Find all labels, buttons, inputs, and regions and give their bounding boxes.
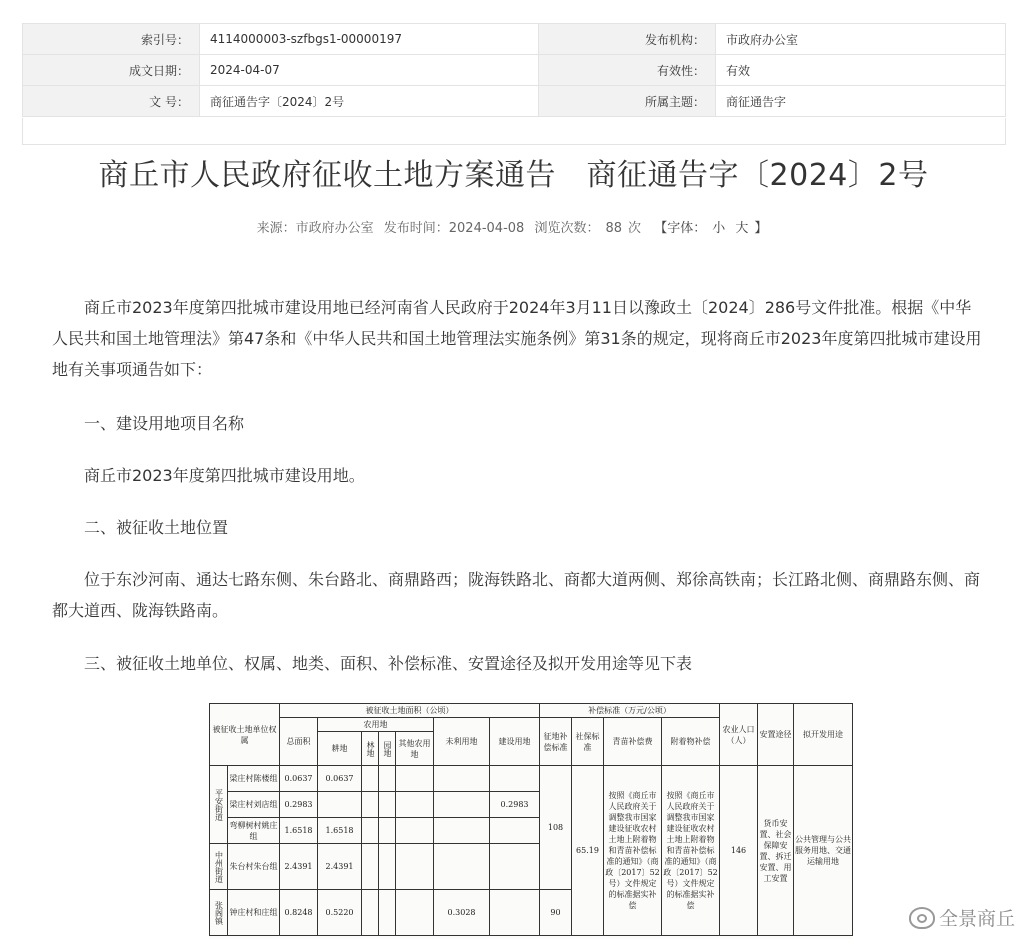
arable-header: 耕地 bbox=[318, 732, 362, 766]
street-name: 张阁镇 bbox=[210, 890, 228, 936]
publish-time: 发布时间：2024-04-08 bbox=[383, 221, 525, 236]
font-size-control bbox=[651, 221, 770, 236]
section-heading-3: 三、被征收土地单位、权属、地类、面积、补偿标准、安置途径及拟开发用途等见下表 bbox=[84, 654, 693, 673]
views-unit: 次 bbox=[628, 221, 642, 236]
total-area: 1.6518 bbox=[280, 818, 318, 844]
build-area bbox=[490, 766, 540, 792]
date-value: 2024-04-07 bbox=[200, 55, 539, 86]
index-value: 4114000003-szfbgs1-00000197 bbox=[200, 24, 539, 55]
unit-name: 梁庄村刘店组 bbox=[228, 792, 280, 818]
section-paragraph-2: 位于东沙河南、通达七路东侧、朱台路北、商鼎路西；陇海铁路北、商都大道两侧、郑徐高铁南；长江路北侧、商鼎路东侧、商都大道西、陇海铁路南。 bbox=[52, 570, 981, 620]
unused-area bbox=[434, 792, 490, 818]
meta-table-footer bbox=[22, 118, 1006, 145]
total-header: 总面积 bbox=[280, 718, 318, 766]
doc-number-label: 文 号： bbox=[23, 86, 200, 117]
unit-name: 梁庄村陈楼组 bbox=[228, 766, 280, 792]
font-small-button[interactable]: 小 bbox=[712, 221, 726, 236]
section-heading-1: 一、建设用地项目名称 bbox=[84, 414, 245, 433]
watermark-text: 全景商丘 bbox=[938, 908, 1015, 930]
land-comp-a: 108 bbox=[540, 766, 572, 890]
unit-name: 朱台村朱台组 bbox=[228, 844, 280, 890]
social-header: 社保标准 bbox=[572, 718, 604, 766]
date-label: 成文日期： bbox=[23, 55, 200, 86]
doc-number-value: 商征通告字〔2024〕2号 bbox=[200, 86, 539, 117]
crop-comp-text: 按照《商丘市人民政府关于调整我市国家建设征收农村土地上附着物和青苗补偿标准的通知》（商政〔2017〕52号）文件规定的标准据实补偿 bbox=[604, 766, 662, 936]
unused-area bbox=[434, 844, 490, 890]
arable-area: 1.6518 bbox=[318, 818, 362, 844]
land-table-image bbox=[209, 703, 852, 939]
street-name: 平安街道 bbox=[210, 766, 228, 844]
font-size-label: 【字体： bbox=[654, 221, 707, 236]
build-area bbox=[490, 818, 540, 844]
total-area: 2.4391 bbox=[280, 844, 318, 890]
garden-header: 园地 bbox=[379, 732, 396, 766]
unused-area bbox=[434, 818, 490, 844]
unit-name: 弯柳树村姚庄组 bbox=[228, 818, 280, 844]
street-name: 中州街道 bbox=[210, 844, 228, 890]
resettle-header: 安置途径 bbox=[758, 704, 794, 766]
page-title: 商丘市人民政府征收土地方案通告 商征通告字〔2024〕2号 bbox=[98, 158, 929, 193]
total-area: 0.8248 bbox=[280, 890, 318, 936]
agri-header: 农用地 bbox=[318, 718, 434, 732]
section-paragraph-1: 商丘市2023年度第四批城市建设用地。 bbox=[84, 466, 365, 485]
org-value: 市政府办公室 bbox=[716, 24, 1006, 55]
unused-area: 0.3028 bbox=[434, 890, 490, 936]
unused-header: 未利用地 bbox=[434, 718, 490, 766]
unit-name: 钟庄村和庄组 bbox=[228, 890, 280, 936]
font-size-close: 】 bbox=[754, 221, 768, 236]
index-label: 索引号： bbox=[23, 24, 200, 55]
article-info bbox=[0, 217, 1027, 236]
construction-header: 建设用地 bbox=[490, 718, 540, 766]
font-large-button[interactable]: 大 bbox=[735, 221, 749, 236]
land-comp-b: 90 bbox=[540, 890, 572, 936]
arable-area: 0.0637 bbox=[318, 766, 362, 792]
arable-area: 2.4391 bbox=[318, 844, 362, 890]
purpose-text: 公共管理与公共服务用地、交通运输用地 bbox=[794, 766, 853, 936]
build-area bbox=[490, 844, 540, 890]
total-area: 0.2983 bbox=[280, 792, 318, 818]
other-agri-header: 其他农用地 bbox=[396, 732, 434, 766]
validity-label: 有效性： bbox=[539, 55, 716, 86]
unit-header: 被征收土地单位权属 bbox=[210, 704, 280, 766]
views-count: 88 bbox=[605, 221, 623, 236]
views-label: 浏览次数： bbox=[534, 221, 600, 236]
social-value: 65.19 bbox=[572, 766, 604, 936]
document-meta-table bbox=[22, 23, 1006, 117]
population-header: 农业人口（人） bbox=[720, 704, 758, 766]
intro-paragraph: 商丘市2023年度第四批城市建设用地已经河南省人民政府于2024年3月11日以豫政土〔2024〕286号文件批准。根据《中华人民共和国土地管理法》第47条和《中华人民共和国土地管理法实施条例》第31条的规定，现将商丘市2023年度第四批城市建设用地有关事项通告如下： bbox=[52, 298, 982, 379]
build-area bbox=[490, 890, 540, 936]
topic-value: 商征通告字 bbox=[716, 86, 1006, 117]
area-header: 被征收土地面积（公顷） bbox=[280, 704, 540, 718]
purpose-header: 拟开发用途 bbox=[794, 704, 853, 766]
attach-comp-text: 按照《商丘市人民政府关于调整我市国家建设征收农村土地上附着物和青苗补偿标准的通知》（商政〔2017〕52号）文件规定的标准据实补偿 bbox=[662, 766, 720, 936]
weibo-icon bbox=[909, 907, 935, 929]
source-text: 来源：市政府办公室 bbox=[256, 221, 374, 236]
org-label: 发布机构： bbox=[539, 24, 716, 55]
population-value: 146 bbox=[720, 766, 758, 936]
unused-area bbox=[434, 766, 490, 792]
crop-header: 青苗补偿费 bbox=[604, 718, 662, 766]
build-area: 0.2983 bbox=[490, 792, 540, 818]
total-area: 0.0637 bbox=[280, 766, 318, 792]
forest-header: 林地 bbox=[362, 732, 379, 766]
watermark bbox=[909, 904, 1015, 931]
topic-label: 所属主题： bbox=[539, 86, 716, 117]
section-heading-2: 二、被征收土地位置 bbox=[84, 518, 229, 537]
comp-header: 补偿标准（万元/公顷） bbox=[540, 704, 720, 718]
attach-header: 附着物补偿 bbox=[662, 718, 720, 766]
validity-value: 有效 bbox=[716, 55, 1006, 86]
arable-area bbox=[318, 792, 362, 818]
arable-area: 0.5220 bbox=[318, 890, 362, 936]
land-acquisition-table bbox=[209, 703, 853, 936]
resettle-text: 货币安置、社会保障安置、拆迁安置、用工安置 bbox=[758, 766, 794, 936]
land-comp-header: 征地补偿标准 bbox=[540, 718, 572, 766]
